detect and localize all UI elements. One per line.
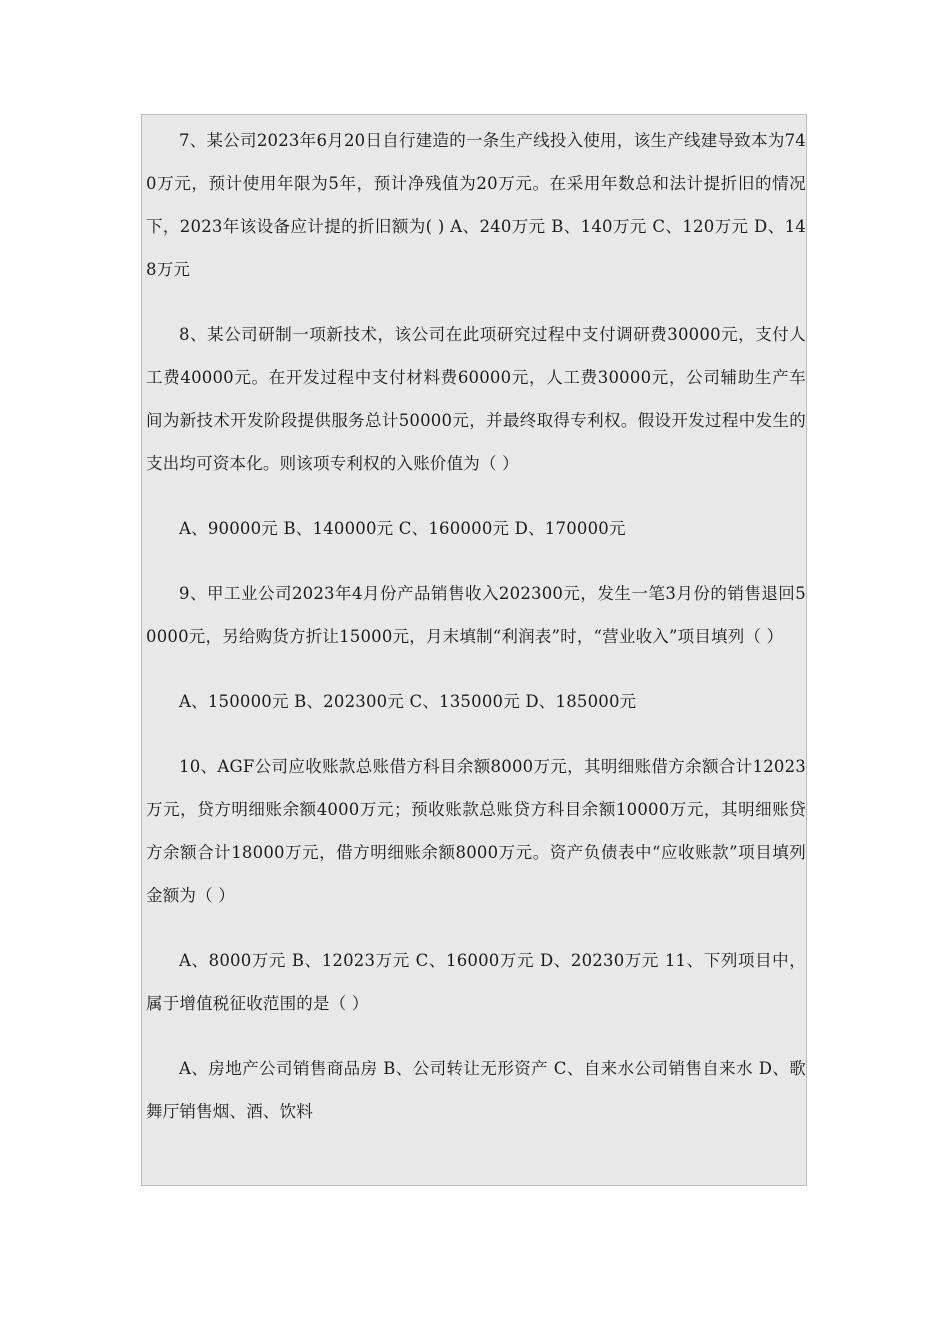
paragraph-gap [146,1025,806,1047]
paragraph-gap [146,723,806,745]
question-9: 9、甲工业公司2023年4月份产品销售收入202300元，发生一笔3月份的销售退回50000元，另给购货方折让15000元，月末填制“利润表”时，“营业收入”项目填列（ ） [146,584,806,646]
question-8: 8、某公司研制一项新技术，该公司在此项研究过程中支付调研费30000元，支付人工费40000元。在开发过程中支付材料费60000元，人工费30000元，公司辅助生产车间为新技术开发阶段提供服务总计50000元，并最终取得专利权。假设开发过程中发生的支出均可资本化。则该项专利权的入账价值为（ ） [146,325,806,473]
question-10-options-and-question-11: A、8000万元 B、12023万元 C、16000万元 D、20230万元 11、下列项目中，属于增值税征收范围的是（ ） [146,951,806,1013]
question-9-options: A、150000元 B、202300元 C、135000元 D、185000元 [179,692,637,711]
paragraph-gap [146,550,806,572]
question-11-options: A、房地产公司销售商品房 B、公司转让无形资产 C、自来水公司销售自来水 D、歌舞厅销售烟、酒、饮料 [146,1059,806,1121]
document-page [141,114,807,1186]
paragraph-gap [146,485,806,507]
question-7: 7、某公司2023年6月20日自行建造的一条生产线投入使用，该生产线建导致本为740万元，预计使用年限为5年，预计净残值为20万元。在采用年数总和法计提折旧的情况下，2023年该设备应计提的折旧额为( ) A、240万元 B、140万元 C、120万元 D、148万元 [146,131,806,279]
document-body [146,119,806,1133]
question-8-options: A、90000元 B、140000元 C、160000元 D、170000元 [179,519,626,538]
paragraph-gap [146,917,806,939]
question-10: 10、AGF公司应收账款总账借方科目余额8000万元，其明细账借方余额合计12023万元，贷方明细账余额4000万元；预收账款总账贷方科目余额10000万元，其明细账贷方余额合计18000万元，借方明细账余额8000万元。资产负债表中“应收账款”项目填列金额为（ ） [146,757,806,905]
paragraph-gap [146,658,806,680]
paragraph-gap [146,291,806,313]
